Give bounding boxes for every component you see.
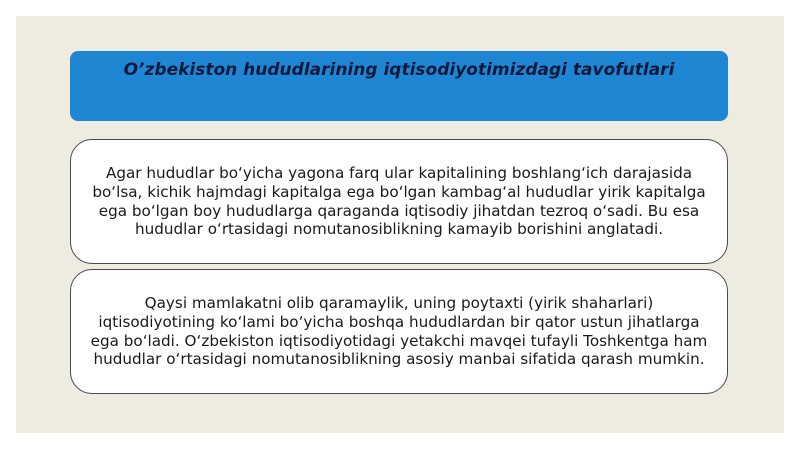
paragraph-first: Agar hududlar bo‘yicha yagona farq ular kapitalining boshlang‘ich darajasida bo‘lsa, kichik hajmdagi kapitalga ega bo‘lgan kambag‘al hududlar yirik kapitalga ega bo‘lgan boy hududlarga qaraganda iqtisodiy jihatdan tezroq o‘sadi. Bu esa hududlar o‘rtasidagi nomutanosiblikning kamayib borishini anglatadi. — [92, 164, 706, 239]
text-card-second — [70, 269, 728, 394]
slide — [16, 16, 784, 433]
paragraph-second: Qaysi mamlakatni olib qaramaylik, uning poytaxti (yirik shaharlari) iqtisodiyotining ko‘lami bo‘yicha boshqa hududlardan bir qator ustun jihatlarga ega bo‘ladi. O‘zbekiston iqtisodiyotidagi yetakchi mavqei tufayli Toshkentga ham hududlar o‘rtasidagi nomutanosiblikning asosiy manbai sifatida qarash mumkin. — [90, 294, 708, 369]
text-card-first — [70, 139, 728, 264]
slide-title: O’zbekiston hududlarining iqtisodiyotimizdagi tavofutlari — [123, 60, 675, 80]
title-banner — [70, 51, 728, 121]
